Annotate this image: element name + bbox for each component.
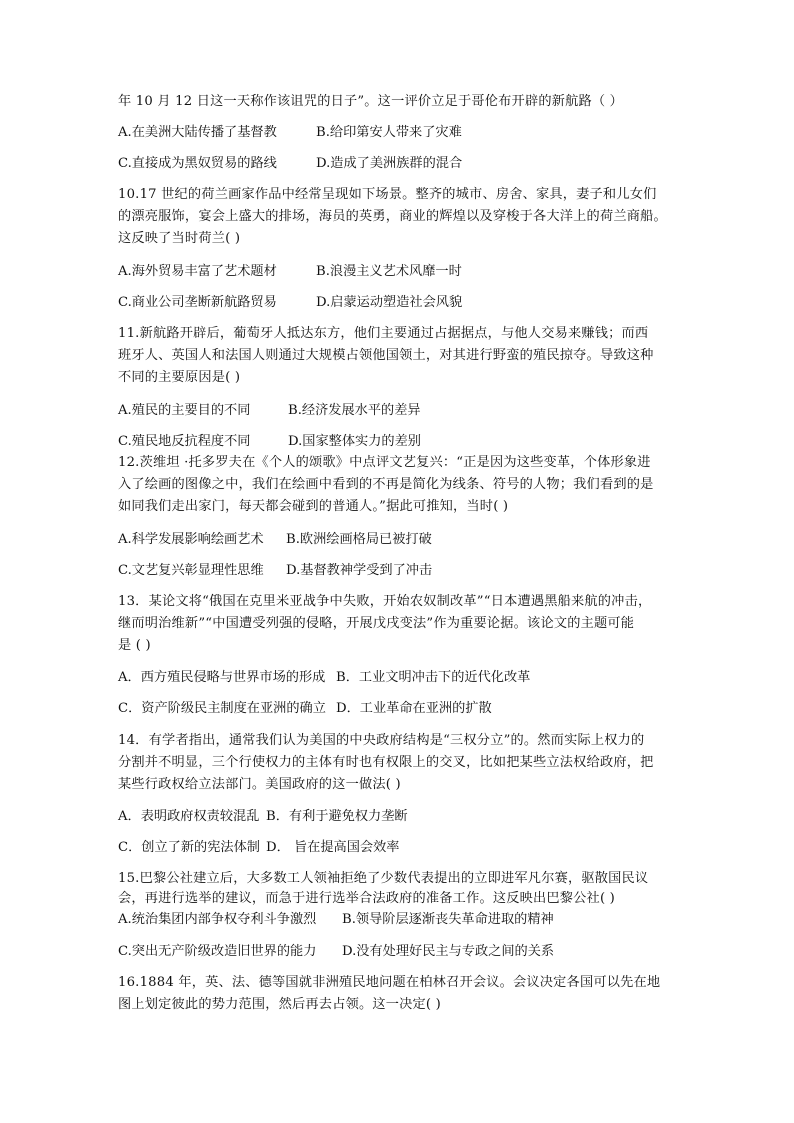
q15-option-d[interactable]: D.没有处理好民主与专政之间的关系 — [342, 944, 555, 959]
q10-stem-line3: 这反映了当时荷兰( ) — [118, 231, 241, 246]
q12-option-c[interactable]: C.文艺复兴彰显理性思维 — [118, 563, 264, 578]
q14-option-d[interactable]: D． 旨在提高国会效率 — [266, 840, 400, 855]
q11-stem-line2: 班牙人、英国人和法国人则通过大规模占领他国领土，对其进行野蛮的殖民掠夺。导致这种 — [118, 348, 654, 363]
q15-option-c[interactable]: C.突出无产阶级改造旧世界的能力 — [118, 944, 317, 959]
q14-option-b[interactable]: B．有利于避免权力垄断 — [266, 809, 408, 824]
q11-stem-line1: 11.新航路开辟后，葡萄牙人抵达东方，他们主要通过占据据点，与他人交易来赚钱；而西 — [118, 326, 649, 341]
q15-options-row2 — [118, 942, 554, 962]
q11-options-row1 — [118, 401, 421, 421]
q10-stem-line2: 的漂亮服饰，宴会上盛大的排场，海员的英勇，商业的辉煌以及穿梭于各大洋上的荷兰商船。 — [118, 209, 667, 224]
q9-options-row1 — [118, 123, 462, 143]
q15-option-b[interactable]: B.领导阶层逐渐丧失革命进取的精神 — [342, 912, 554, 927]
q9-option-c[interactable]: C.直接成为黑奴贸易的路线 — [118, 156, 277, 171]
q11-options-row2 — [118, 432, 421, 452]
q12-stem-line1: 12.茨维坦 ·托多罗夫在《个人的颂歌》中点评文艺复兴：“正是因为这些变革，个体形象进 — [118, 455, 651, 470]
q9-option-b[interactable]: B.给印第安人带来了灾难 — [316, 125, 462, 140]
q13-options-row2 — [118, 699, 492, 719]
q15-stem-line2: 会，再进行选举的建议，而急于进行选举合法政府的准备工作。这反映出巴黎公社( ) — [118, 891, 616, 906]
q15-stem-line1: 15.巴黎公社建立后，大多数工人领袖拒绝了少数代表提出的立即进军凡尔赛，驱散国民议 — [118, 871, 649, 886]
q12-options-row2 — [118, 561, 432, 581]
q15-options-row1 — [118, 910, 554, 930]
q10-option-d[interactable]: D.启蒙运动塑造社会风貌 — [316, 295, 463, 310]
q10-option-b[interactable]: B.浪漫主义艺术风靡一时 — [316, 264, 462, 279]
q16-stem-line1: 16.1884 年，英、法、德等国就非洲殖民地问题在柏林召开会议。会议决定各国可以先在地 — [118, 975, 661, 990]
q16-stem-line2: 图上划定彼此的势力范围，然后再去占领。这一决定( ) — [118, 997, 441, 1012]
q14-options-row2 — [118, 838, 399, 858]
q14-option-a[interactable]: A．表明政府权责较混乱 — [118, 809, 260, 824]
q12-option-d[interactable]: D.基督教神学受到了冲击 — [286, 563, 433, 578]
q10-options-row1 — [118, 262, 462, 282]
q10-option-a[interactable]: A.海外贸易丰富了艺术题材 — [118, 264, 277, 279]
q10-options-row2 — [118, 293, 462, 313]
q14-option-c[interactable]: C．创立了新的宪法体制 — [118, 840, 260, 855]
q11-stem-line3: 不同的主要原因是( ) — [118, 370, 241, 385]
q13-option-b[interactable]: B．工业文明冲击下的近代化改革 — [336, 670, 531, 685]
q11-option-c[interactable]: C.殖民地反抗程度不同 — [118, 434, 251, 449]
q14-options-row1 — [118, 807, 408, 827]
q11-option-b[interactable]: B.经济发展水平的差异 — [288, 403, 421, 418]
q14-stem-line2: 分割并不明显，三个行使权力的主体有时也有权限上的交叉，比如把某些立法权给政府，把 — [118, 755, 654, 770]
q13-stem-line3: 是 ( ) — [118, 638, 151, 653]
q12-option-b[interactable]: B.欧洲绘画格局已被打破 — [286, 532, 432, 547]
q9-option-d[interactable]: D.造成了美洲族群的混合 — [316, 156, 463, 171]
q14-stem-line1: 14．有学者指出，通常我们认为美国的中央政府结构是“三权分立”的。然而实际上权力的 — [118, 733, 645, 748]
q9-option-a[interactable]: A.在美洲大陆传播了基督教 — [118, 125, 277, 140]
q13-stem-line2: 继而明治维新”“中国遭受列强的侵略，开展戊戌变法”作为重要论据。该论文的主题可能 — [118, 616, 635, 631]
q11-option-a[interactable]: A.殖民的主要目的不同 — [118, 403, 251, 418]
q13-option-a[interactable]: A．西方殖民侵略与世界市场的形成 — [118, 670, 326, 685]
q12-stem-line3: 如同我们走出家门，每天都会碰到的普通人。”据此可推知，当时( ) — [118, 499, 509, 514]
q13-option-d[interactable]: D．工业革命在亚洲的扩散 — [336, 701, 492, 716]
q9-stem-tail: 年 10 月 12 日这一天称作该诅咒的日子”。这一评价立足于哥伦布开辟的新航路（ ） — [118, 94, 624, 109]
q12-option-a[interactable]: A.科学发展影响绘画艺术 — [118, 532, 264, 547]
q13-options-row1 — [118, 668, 530, 688]
q12-options-row1 — [118, 530, 432, 550]
q15-option-a[interactable]: A.统治集团内部争权夺利斗争激烈 — [118, 912, 317, 927]
q12-stem-line2: 入了绘画的图像之中，我们在绘画中看到的不再是简化为线条、符号的人物；我们看到的是 — [118, 477, 654, 492]
q10-stem-line1: 10.17 世纪的荷兰画家作品中经常呈现如下场景。整齐的城市、房舍、家具，妻子和儿女们 — [118, 187, 657, 202]
q11-option-d[interactable]: D.国家整体实力的差别 — [288, 434, 421, 449]
q14-stem-line3: 某些行政权给立法部门。美国政府的这一做法( ) — [118, 777, 401, 792]
q13-stem-line1: 13．某论文将“俄国在克里米亚战争中失败，开始农奴制改革”“日本遭遇黑船来航的冲击， — [118, 594, 652, 609]
q9-options-row2 — [118, 154, 462, 174]
q13-option-c[interactable]: C．资产阶级民主制度在亚洲的确立 — [118, 701, 326, 716]
q10-option-c[interactable]: C.商业公司垄断新航路贸易 — [118, 295, 277, 310]
